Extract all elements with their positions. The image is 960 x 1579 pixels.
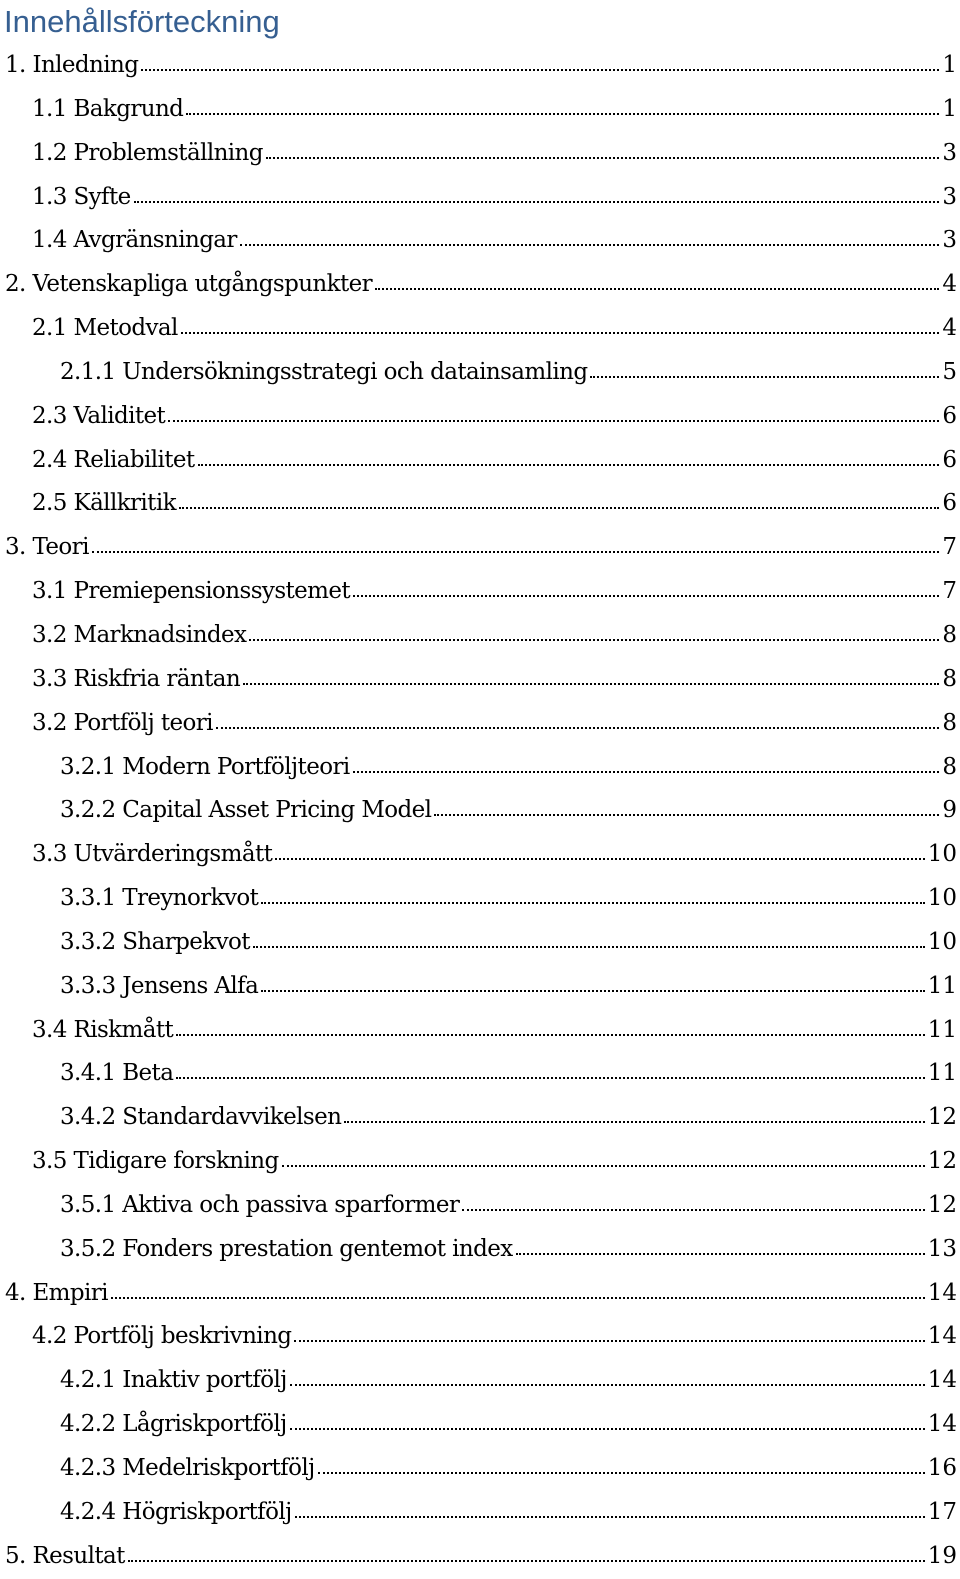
toc-entry[interactable] (0, 1447, 960, 1491)
toc-entry[interactable] (0, 395, 960, 439)
toc-entry-label: 3.2.2 Capital Asset Pricing Model (60, 797, 432, 824)
toc-entry-page-number: 6 (942, 490, 957, 517)
toc-entry-page-number: 12 (927, 1104, 957, 1131)
toc-entry-label: 2.5 Källkritik (32, 490, 176, 517)
dot-leader (353, 771, 940, 773)
dot-leader (290, 1384, 925, 1386)
toc-list (0, 44, 960, 1579)
toc-entry-label: 3. Teori (5, 534, 89, 561)
toc-entry[interactable] (0, 658, 960, 702)
toc-entry-page-number: 14 (927, 1323, 957, 1350)
toc-entry[interactable] (0, 1009, 960, 1053)
dot-leader (266, 157, 939, 159)
toc-entry-page-number: 6 (942, 446, 957, 473)
dot-leader (516, 1253, 925, 1255)
toc-entry-label: 4.2.3 Medelriskportfölj (60, 1455, 315, 1481)
toc-entry-label: 3.5.2 Fonders prestation gentemot index (60, 1235, 513, 1262)
dot-leader (216, 727, 939, 729)
dot-leader (111, 1297, 925, 1299)
toc-entry-label: 3.4 Riskmått (32, 1016, 174, 1043)
toc-entry-label: 1. Inledning (5, 52, 139, 78)
toc-entry-page-number: 19 (927, 1542, 957, 1569)
toc-entry-page-number: 12 (927, 1148, 957, 1175)
dot-leader (128, 1560, 925, 1562)
toc-entry[interactable] (0, 1403, 960, 1447)
dot-leader (375, 288, 939, 290)
toc-entry-page-number: 4 (942, 271, 957, 298)
dot-leader (134, 201, 940, 203)
toc-entry[interactable] (0, 921, 960, 965)
toc-entry[interactable] (0, 351, 960, 395)
toc-entry-page-number: 14 (927, 1411, 957, 1438)
dot-leader (295, 1516, 925, 1518)
toc-entry-label: 3.2.1 Modern Portföljteori (60, 753, 350, 780)
toc-entry-page-number: 13 (927, 1235, 957, 1262)
toc-entry-label: 3.3 Utvärderingsmått (32, 841, 273, 868)
dot-leader (240, 244, 940, 246)
toc-entry-page-number: 6 (942, 402, 957, 429)
toc-entry[interactable] (0, 482, 960, 526)
dot-leader (294, 1340, 924, 1342)
toc-entry-label: 1.2 Problemställning (32, 139, 263, 166)
toc-entry[interactable] (0, 789, 960, 833)
toc-entry-label: 3.1 Premiepensionssystemet (32, 578, 351, 605)
dot-leader (353, 595, 939, 597)
toc-entry-label: 3.3.2 Sharpekvot (60, 928, 250, 955)
dot-leader (181, 332, 940, 334)
dot-leader (92, 551, 940, 553)
toc-entry[interactable] (0, 263, 960, 307)
dot-leader (249, 639, 939, 641)
dot-leader (318, 1472, 925, 1474)
dot-leader (141, 69, 939, 71)
toc-entry[interactable] (0, 1228, 960, 1272)
toc-entry-page-number: 4 (942, 315, 957, 342)
toc-entry-page-number: 11 (927, 1016, 957, 1043)
toc-entry-label: 3.2 Marknadsindex (32, 621, 247, 648)
toc-entry-page-number: 7 (942, 578, 957, 605)
toc-entry-label: 2.1.1 Undersökningsstrategi och datainsamling (60, 358, 588, 385)
dot-leader (179, 507, 939, 509)
toc-entry-label: 1.3 Syfte (32, 183, 131, 210)
toc-entry-label: 2.1 Metodval (32, 315, 178, 342)
toc-entry-page-number: 1 (942, 95, 957, 122)
dot-leader (168, 420, 939, 422)
toc-entry-label: 2.3 Validitet (32, 402, 166, 429)
dot-leader (253, 946, 925, 948)
toc-entry-page-number: 3 (942, 139, 957, 166)
toc-entry[interactable] (0, 1359, 960, 1403)
dot-leader (290, 1428, 925, 1430)
toc-entry-page-number: 8 (942, 709, 957, 736)
toc-entry[interactable] (0, 614, 960, 658)
toc-entry[interactable] (0, 132, 960, 176)
toc-entry-label: 3.4.1 Beta (60, 1060, 174, 1087)
toc-entry[interactable] (0, 1491, 960, 1535)
toc-entry-page-number: 9 (942, 797, 957, 824)
toc-entry[interactable] (0, 1315, 960, 1359)
dot-leader (176, 1034, 925, 1036)
toc-entry-label: 2. Vetenskapliga utgångspunkter (5, 271, 373, 298)
toc-entry-page-number: 7 (942, 534, 957, 561)
dot-leader (261, 990, 925, 992)
toc-entry[interactable] (0, 1140, 960, 1184)
toc-entry-page-number: 14 (927, 1367, 957, 1394)
toc-entry[interactable] (0, 1535, 960, 1579)
toc-entry-label: 3.5.1 Aktiva och passiva sparformer (60, 1191, 460, 1218)
dot-leader (275, 858, 924, 860)
dot-leader (176, 1077, 924, 1079)
toc-entry-label: 4.2.4 Högriskportfölj (60, 1498, 292, 1525)
toc-entry-label: 2.4 Reliabilitet (32, 446, 195, 473)
toc-entry-label: 3.3.1 Treynorkvot (60, 885, 259, 912)
toc-entry-label: 3.3 Riskfria räntan (32, 665, 241, 692)
toc-entry[interactable] (0, 570, 960, 614)
dot-leader (261, 902, 924, 904)
toc-entry-label: 3.2 Portfölj teori (32, 709, 213, 736)
toc-entry-page-number: 10 (927, 841, 957, 868)
toc-entry[interactable] (0, 1184, 960, 1228)
dot-leader (462, 1209, 924, 1211)
toc-entry[interactable] (0, 44, 960, 88)
dot-leader (590, 376, 939, 378)
toc-entry-label: 1.4 Avgränsningar (32, 227, 237, 254)
toc-entry-page-number: 11 (927, 1060, 957, 1087)
toc-entry-page-number: 5 (942, 358, 957, 385)
toc-entry-label: 3.4.2 Standardavvikelsen (60, 1104, 342, 1131)
toc-entry-label: 3.5 Tidigare forskning (32, 1148, 279, 1175)
dot-leader (344, 1121, 924, 1123)
toc-entry-page-number: 3 (942, 183, 957, 210)
toc-entry[interactable] (0, 526, 960, 570)
toc-entry-page-number: 8 (942, 621, 957, 648)
toc-entry-page-number: 17 (927, 1498, 957, 1525)
toc-entry[interactable] (0, 176, 960, 220)
toc-entry-page-number: 10 (927, 885, 957, 912)
toc-entry-label: 1.1 Bakgrund (32, 95, 184, 122)
toc-entry[interactable] (0, 1052, 960, 1096)
dot-leader (434, 814, 939, 816)
toc-entry-label: 5. Resultat (5, 1542, 125, 1569)
dot-leader (198, 464, 940, 466)
toc-entry[interactable] (0, 88, 960, 132)
toc-entry-page-number: 1 (942, 52, 957, 78)
toc-entry-page-number: 14 (927, 1279, 957, 1306)
toc-entry-page-number: 8 (942, 665, 957, 692)
toc-entry-label: 4.2.2 Lågriskportfölj (60, 1411, 287, 1438)
toc-entry[interactable] (0, 1096, 960, 1140)
toc-entry[interactable] (0, 1272, 960, 1316)
dot-leader (243, 683, 939, 685)
toc-entry[interactable] (0, 219, 960, 263)
toc-entry-page-number: 11 (927, 972, 957, 999)
toc-entry-page-number: 8 (942, 753, 957, 780)
toc-entry[interactable] (0, 702, 960, 746)
toc-entry-label: 3.3.3 Jensens Alfa (60, 972, 259, 999)
toc-entry-page-number: 12 (927, 1191, 957, 1218)
toc-entry-page-number: 16 (927, 1455, 957, 1481)
toc-entry[interactable] (0, 746, 960, 790)
toc-entry-page-number: 3 (942, 227, 957, 254)
toc-entry-label: 4. Empiri (5, 1279, 108, 1306)
toc-entry-label: 4.2.1 Inaktiv portfölj (60, 1367, 287, 1394)
toc-entry[interactable] (0, 877, 960, 921)
toc-entry[interactable] (0, 439, 960, 483)
toc-entry-page-number: 10 (927, 928, 957, 955)
dot-leader (282, 1165, 925, 1167)
toc-entry[interactable] (0, 833, 960, 877)
dot-leader (186, 113, 939, 115)
toc-entry-label: 4.2 Portfölj beskrivning (32, 1323, 292, 1350)
toc-heading: Innehållsförteckning (4, 4, 280, 39)
toc-entry[interactable] (0, 307, 960, 351)
toc-entry[interactable] (0, 965, 960, 1009)
